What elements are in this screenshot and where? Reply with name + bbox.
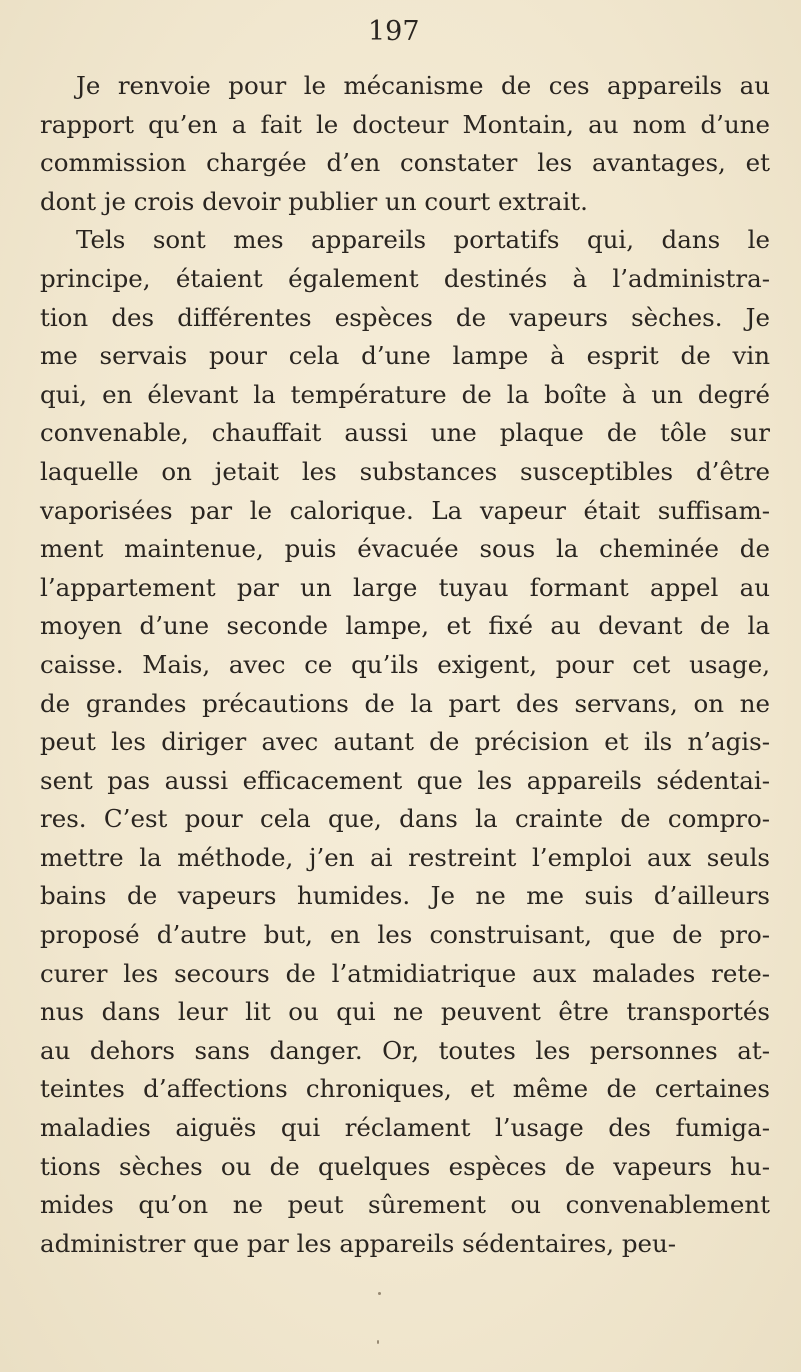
text-line: convenable, chauffait aussi une plaque de tôle sur	[40, 418, 770, 448]
text-line: curer les secours de l’atmidiatrique aux malades rete-	[40, 958, 770, 988]
page-number: 197	[368, 16, 420, 47]
paper-speck	[378, 1292, 381, 1295]
text-line: tion des différentes espèces de vapeurs sèches. Je	[40, 302, 770, 332]
text-line: l’appartement par un large tuyau formant appel au	[40, 572, 770, 602]
text-line: nus dans leur lit ou qui ne peuvent être transportés	[40, 997, 770, 1027]
paper-speck	[377, 1340, 379, 1344]
text-line: caisse. Mais, avec ce qu’ils exigent, pour cet usage,	[40, 649, 770, 679]
text-line: dont je crois devoir publier un court extrait.	[40, 186, 588, 216]
text-line: res. C’est pour cela que, dans la crainte de compro-	[40, 804, 770, 834]
text-line: qui, en élevant la température de la boîte à un degré	[40, 379, 770, 409]
text-line: Je renvoie pour le mécanisme de ces appareils au	[76, 71, 770, 100]
text-line: bains de vapeurs humides. Je ne me suis d’ailleurs	[40, 881, 770, 911]
text-line: sent pas aussi efficacement que les appareils sédentai-	[40, 765, 770, 795]
text-line: tions sèches ou de quelques espèces de vapeurs hu-	[40, 1151, 770, 1181]
text-line: me servais pour cela d’une lampe à esprit de vin	[40, 341, 770, 371]
text-line: mettre la méthode, j’en ai restreint l’emploi aux seuls	[40, 842, 770, 872]
text-line: administrer que par les appareils sédentaires, peu-	[40, 1228, 677, 1258]
text-line: maladies aiguës qui réclament l’usage des fumiga-	[40, 1113, 770, 1143]
text-line: moyen d’une seconde lampe, et fixé au devant de la	[40, 611, 770, 641]
text-line: vaporisées par le calorique. La vapeur était suffisam-	[40, 495, 770, 525]
text-line: de grandes précautions de la part des servans, on ne	[40, 688, 770, 718]
text-line: principe, étaient également destinés à l’administra-	[40, 263, 770, 293]
text-line: au dehors sans danger. Or, toutes les personnes at-	[40, 1035, 770, 1065]
text-line: proposé d’autre but, en les construisant, que de pro-	[40, 920, 770, 950]
text-line: laquelle on jetait les substances susceptibles d’être	[40, 456, 770, 486]
body-text	[40, 67, 770, 1263]
text-line: Tels sont mes appareils portatifs qui, dans le	[76, 225, 770, 255]
text-line: mides qu’on ne peut sûrement ou convenablement	[40, 1190, 770, 1220]
text-line: commission chargée d’en constater les avantages, et	[40, 148, 770, 178]
text-line: peut les diriger avec autant de précision et ils n’agis-	[40, 727, 770, 757]
text-line: ment maintenue, puis évacuée sous la cheminée de	[40, 534, 770, 564]
text-line: teintes d’affections chroniques, et même de certaines	[40, 1074, 770, 1104]
text-line: rapport qu’en a fait le docteur Montain, au nom d’une	[40, 109, 770, 139]
